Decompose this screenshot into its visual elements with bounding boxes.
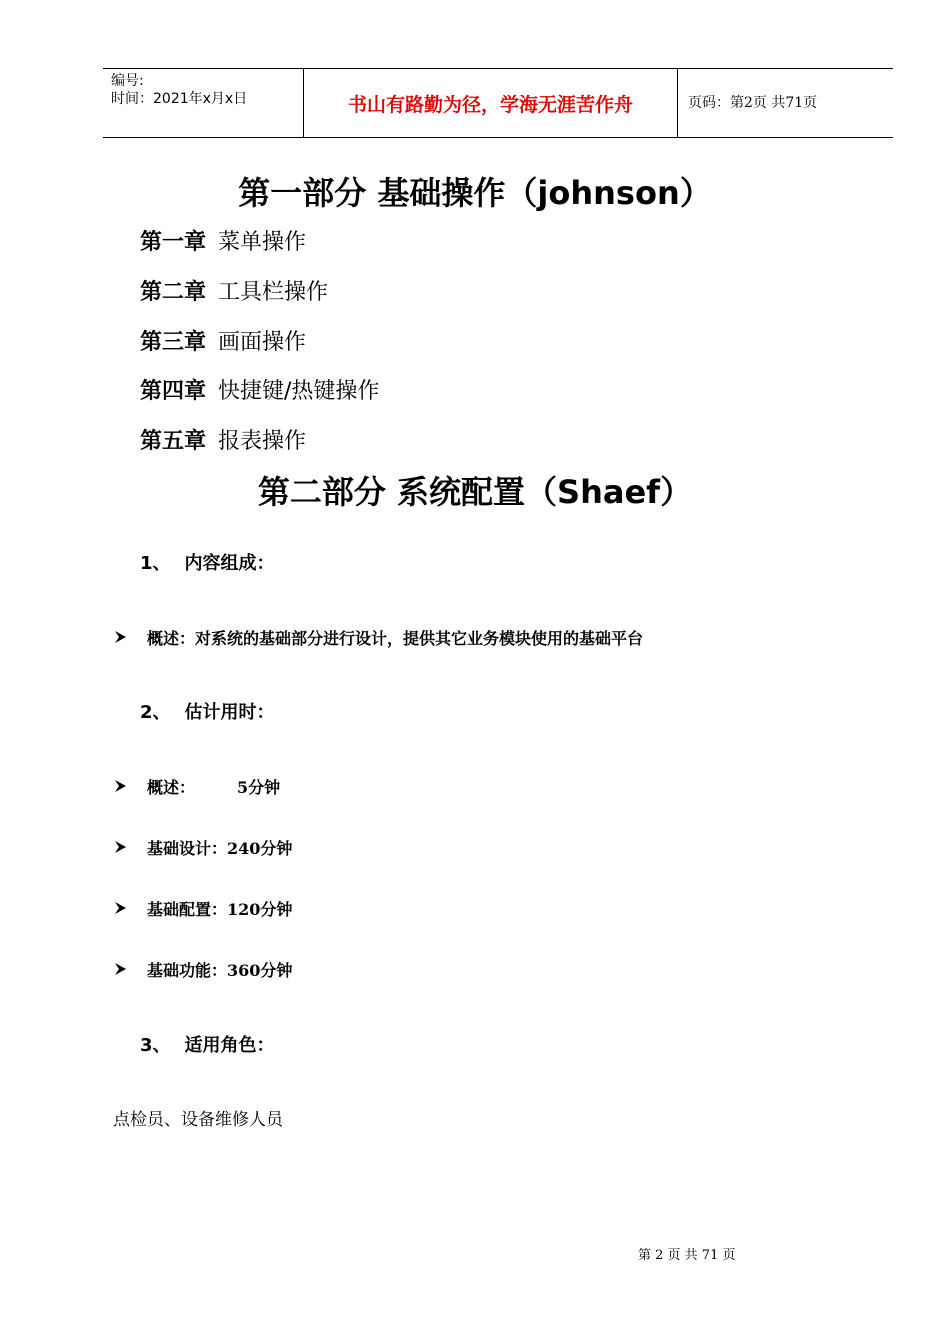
page-footer: 第 2 页 共 71 页 (638, 1248, 736, 1263)
chapter-name: 菜单操作 (218, 230, 307, 255)
section-heading (140, 553, 275, 575)
section-heading (140, 1035, 275, 1057)
time-label: 时间：2021年x月x日 (111, 91, 248, 107)
section-number: 3、 (140, 1035, 171, 1056)
chapter-number: 第四章 (140, 379, 207, 404)
header-motto-cell (304, 69, 678, 137)
roles-text: 点检员、设备维修人员 (113, 1110, 283, 1130)
time-label: 基础设计： (147, 839, 228, 858)
chapter-number: 第三章 (140, 330, 207, 355)
chapter-number: 第五章 (140, 429, 207, 454)
chapter-name: 工具栏操作 (218, 280, 329, 305)
arrowhead-bullet-icon (113, 778, 147, 798)
chapter-number: 第一章 (140, 230, 207, 255)
chapter-name: 画面操作 (218, 330, 307, 355)
arrowhead-bullet-icon (113, 839, 147, 859)
motto-text: 书山有路勤为径，学海无涯苦作舟 (347, 94, 633, 116)
time-label: 基础功能： (147, 961, 228, 980)
time-value: 120分钟 (227, 900, 293, 919)
content-description: 概述：对系统的基础部分进行设计，提供其它业务模块使用的基础平台 (147, 629, 644, 648)
list-item (113, 900, 292, 920)
chapter-name: 快捷键/热键操作 (218, 379, 380, 404)
section-title: 适用角色： (184, 1035, 275, 1056)
chapter-item (140, 378, 379, 406)
section-title: 估计用时： (184, 702, 275, 723)
list-item (113, 778, 280, 798)
chapter-number: 第二章 (140, 280, 207, 305)
list-item (113, 629, 643, 649)
time-label: 概述： (147, 778, 196, 797)
time-value: 240分钟 (227, 839, 293, 858)
chapter-item (140, 279, 328, 307)
header-page-cell (678, 69, 893, 137)
section-number: 2、 (140, 702, 171, 723)
section-title: 内容组成： (184, 553, 275, 574)
page-info: 页码：第2页 共71页 (688, 95, 818, 111)
list-item (113, 961, 292, 981)
chapter-name: 报表操作 (218, 429, 307, 454)
part1-title: 第一部分 基础操作（johnson） (238, 174, 712, 212)
page-header (103, 68, 893, 138)
arrowhead-bullet-icon (113, 900, 147, 920)
part2-title: 第二部分 系统配置（Shaef） (257, 473, 693, 511)
chapter-item (140, 329, 306, 357)
time-value: 5分钟 (237, 778, 281, 797)
time-label: 基础配置： (147, 900, 228, 919)
list-item (113, 839, 292, 859)
chapter-item (140, 428, 306, 456)
number-label: 编号: (111, 73, 144, 89)
section-heading (140, 702, 275, 724)
header-meta-cell (103, 69, 304, 137)
time-value: 360分钟 (227, 961, 293, 980)
section-number: 1、 (140, 553, 171, 574)
arrowhead-bullet-icon (113, 629, 147, 649)
chapter-item (140, 229, 306, 257)
arrowhead-bullet-icon (113, 961, 147, 981)
